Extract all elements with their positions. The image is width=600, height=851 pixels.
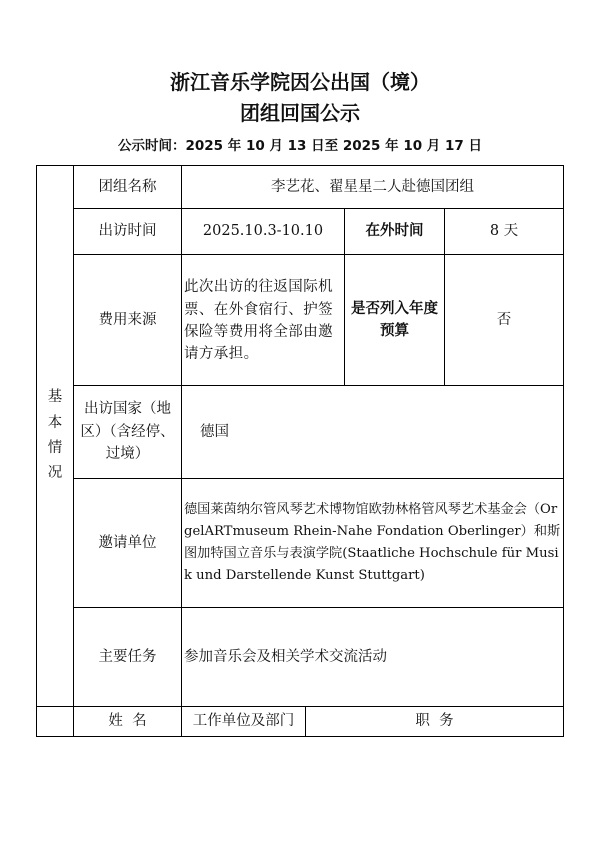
country-value: 德国: [200, 423, 229, 440]
budget-label: 是否列入年度预算: [351, 300, 438, 339]
budget-value: 否: [496, 311, 512, 328]
inviter-value: 德国莱茵纳尔管风琴艺术博物馆欧勃林格管风琴艺术基金会（OrgelARTmuseum Rhein-Nahe Fondation Oberlinger）和斯图加特国立音乐与表演学院(Staatliche Hochschule für Musik und Darstellende Kunst Stuttgart): [184, 502, 561, 583]
visit-time-value: 2025.10.3-10.10: [202, 223, 324, 240]
document-subtitle: 团组回国公示: [240, 101, 360, 125]
task-value: 参加音乐会及相关学术交流活动: [184, 648, 387, 665]
funding-label: 费用来源: [98, 311, 157, 328]
group-name-label: 团组名称: [98, 178, 157, 195]
country-label: 出访国家（地区）（含经停、过境）: [80, 401, 175, 463]
task-label: 主要任务: [98, 648, 157, 665]
abroad-time-value: 8 天: [489, 223, 519, 240]
basic-info-label: 基 本 情 况: [47, 389, 63, 482]
member-unit-header: 工作单位及部门: [192, 713, 295, 730]
abroad-time-label: 在外时间: [365, 223, 424, 240]
group-name-value: 李艺花、翟星星二人赴德国团组: [271, 178, 474, 195]
document-title: 浙江音乐学院因公出国（境）: [170, 70, 430, 94]
funding-value: 此次出访的往返国际机票、在外食宿行、护签保险等费用将全部由邀请方承担。: [184, 279, 333, 363]
visit-time-label: 出访时间: [98, 223, 157, 240]
inviter-label: 邀请单位: [98, 534, 157, 551]
notice-period: 公示时间：2025 年 10 月 13 日至 2025 年 10 月 17 日: [118, 138, 482, 154]
member-position-header: 职 务: [415, 713, 454, 730]
member-name-header: 姓 名: [108, 713, 147, 730]
